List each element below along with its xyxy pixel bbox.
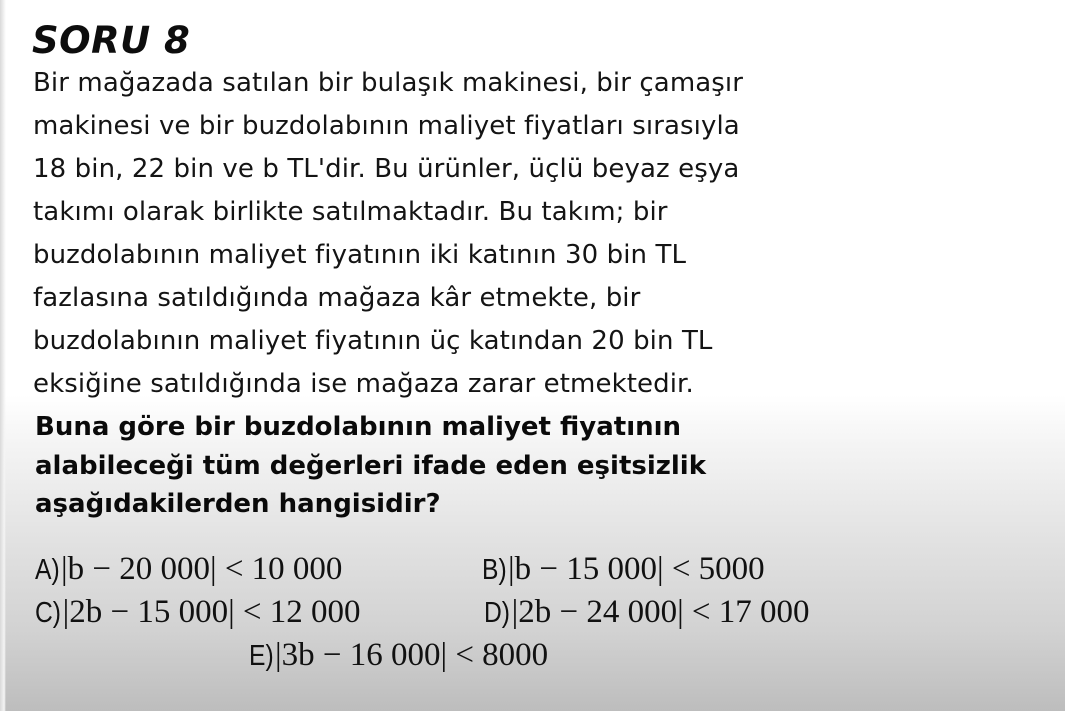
option-letter: D) — [484, 597, 511, 629]
option-letter: A) — [35, 554, 60, 586]
option-expression: |2b − 15 000| < 12 000 — [62, 594, 361, 630]
body-line: 18 bin, 22 bin ve b TL'dir. Bu ürünler, üçlü beyaz eşya — [33, 154, 740, 184]
option-b[interactable] — [482, 551, 765, 588]
option-d[interactable] — [484, 594, 810, 631]
option-letter: E) — [249, 640, 274, 672]
option-e[interactable] — [249, 637, 548, 674]
option-letter: B) — [482, 554, 507, 586]
body-line: eksiğine satıldığında ise mağaza zarar etmektedir. — [33, 369, 694, 399]
body-line: buzdolabının maliyet fiyatının iki katının 30 bin TL — [33, 240, 687, 270]
option-a[interactable] — [35, 551, 342, 588]
body-line: makinesi ve bir buzdolabının maliyet fiyatları sırasıyla — [33, 111, 740, 141]
body-line: fazlasına satıldığında mağaza kâr etmekte, bir — [33, 283, 641, 313]
body-line: Bir mağazada satılan bir bulaşık makinesi, bir çamaşır — [33, 68, 744, 98]
option-c[interactable] — [35, 594, 361, 631]
body-line: buzdolabının maliyet fiyatının üç katından 20 bin TL — [33, 326, 713, 356]
option-letter: C) — [35, 597, 62, 629]
question-title: SORU 8 — [32, 19, 191, 62]
prompt-line: alabileceği tüm değerleri ifade eden eşitsizlik — [35, 450, 707, 481]
option-expression: |3b − 16 000| < 8000 — [275, 637, 549, 673]
option-expression: |b − 15 000| < 5000 — [508, 551, 765, 587]
option-expression: |2b − 24 000| < 17 000 — [511, 594, 810, 630]
prompt-line: Buna göre bir buzdolabının maliyet fiyatının — [35, 412, 682, 442]
body-line: takımı olarak birlikte satılmaktadır. Bu takım; bir — [33, 197, 668, 227]
option-expression: |b − 20 000| < 10 000 — [61, 551, 343, 587]
prompt-line: aşağıdakilerden hangisidir? — [35, 489, 441, 519]
